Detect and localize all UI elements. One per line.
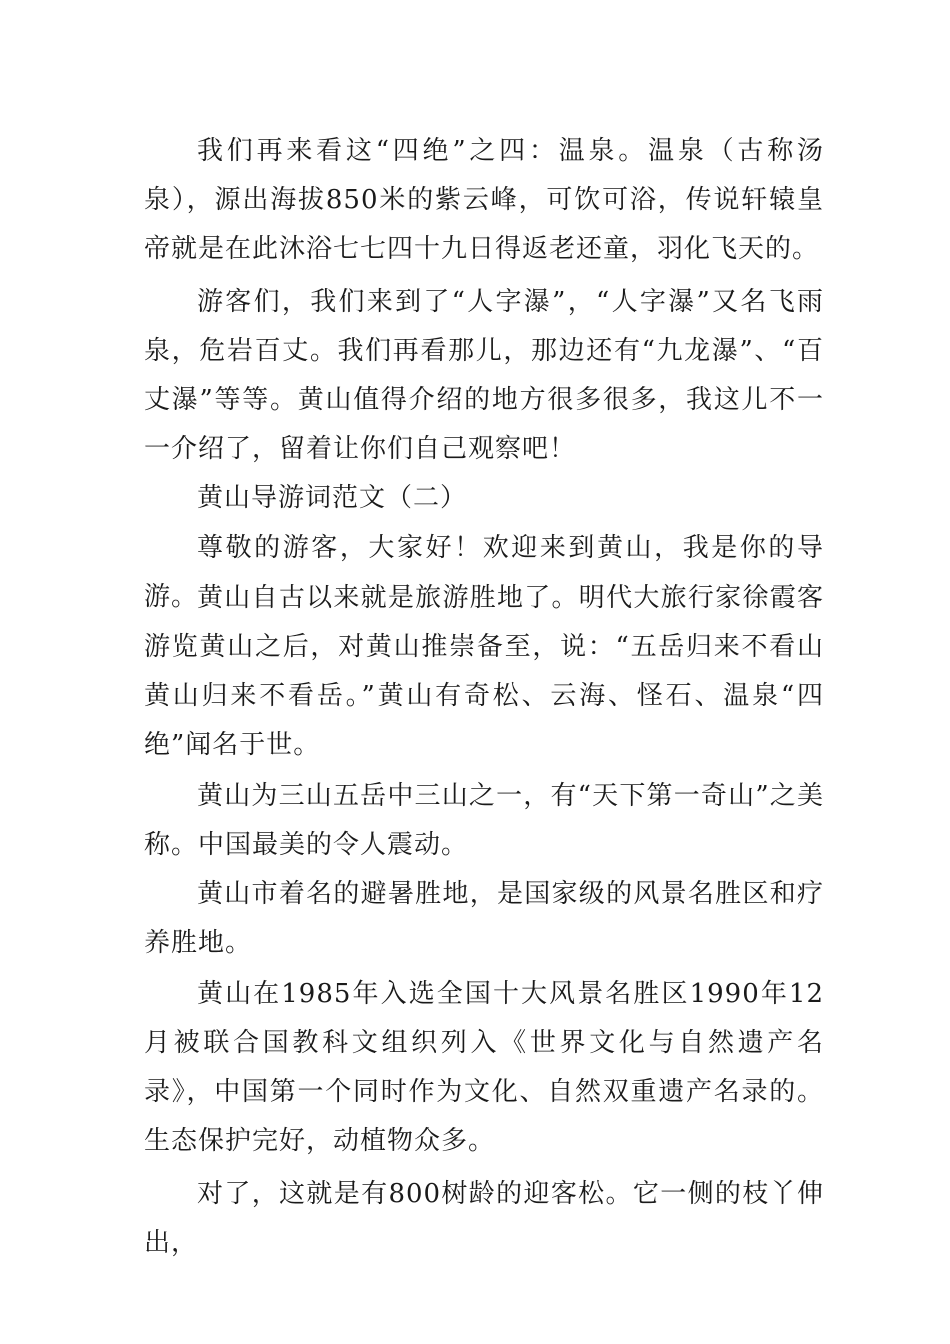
section-heading: 黄山导游词范文（二） bbox=[197, 483, 468, 513]
paragraph-welcome-pine: 对了，这就是有800树龄的迎客松。它一侧的枝丫伸出， bbox=[144, 1179, 824, 1258]
paragraph-history: 黄山自古以来就是旅游胜地了。明代大旅行家徐霞客游览黄山之后，对黄山推崇备至，说：“五岳归来不看山黄山归来不看岳。”黄山有奇松、云海、怪石、温泉“四绝”闻名于世。 bbox=[144, 583, 824, 760]
paragraph-famous-mountain: 黄山为三山五岳中三山之一，有“天下第一奇山”之美称。中国最美的令人震动。 bbox=[144, 781, 824, 860]
paragraph-greeting: 尊敬的游客，大家好！欢迎来到黄山，我是你的导游。 bbox=[144, 533, 824, 612]
paragraph-heritage: 黄山在1985年入选全国十大风景名胜区1990年12月被联合国教科文组织列入《世界文化与自然遗产名录》，中国第一个同时作为文化、自然双重遗产名录的。生态保护完好，动植物众多。 bbox=[144, 979, 824, 1156]
paragraph-hot-spring: 我们再来看这“四绝”之四：温泉。温泉（古称汤泉），源出海拔850米的紫云峰，可饮可浴，传说轩辕皇帝就是在此沐浴七七四十九日得返老还童，羽化飞天的。 bbox=[144, 136, 824, 264]
paragraph-waterfalls: 游客们，我们来到了“人字瀑”，“人字瀑”又名飞雨泉，危岩百丈。我们再看那儿，那边还有“九龙瀑”、“百丈瀑”等等。黄山值得介绍的地方很多很多，我这儿不一一介绍了，留着让你们自己观察吧！ bbox=[144, 287, 824, 464]
paragraph-resort: 黄山市着名的避暑胜地，是国家级的风景名胜区和疗养胜地。 bbox=[144, 879, 824, 958]
